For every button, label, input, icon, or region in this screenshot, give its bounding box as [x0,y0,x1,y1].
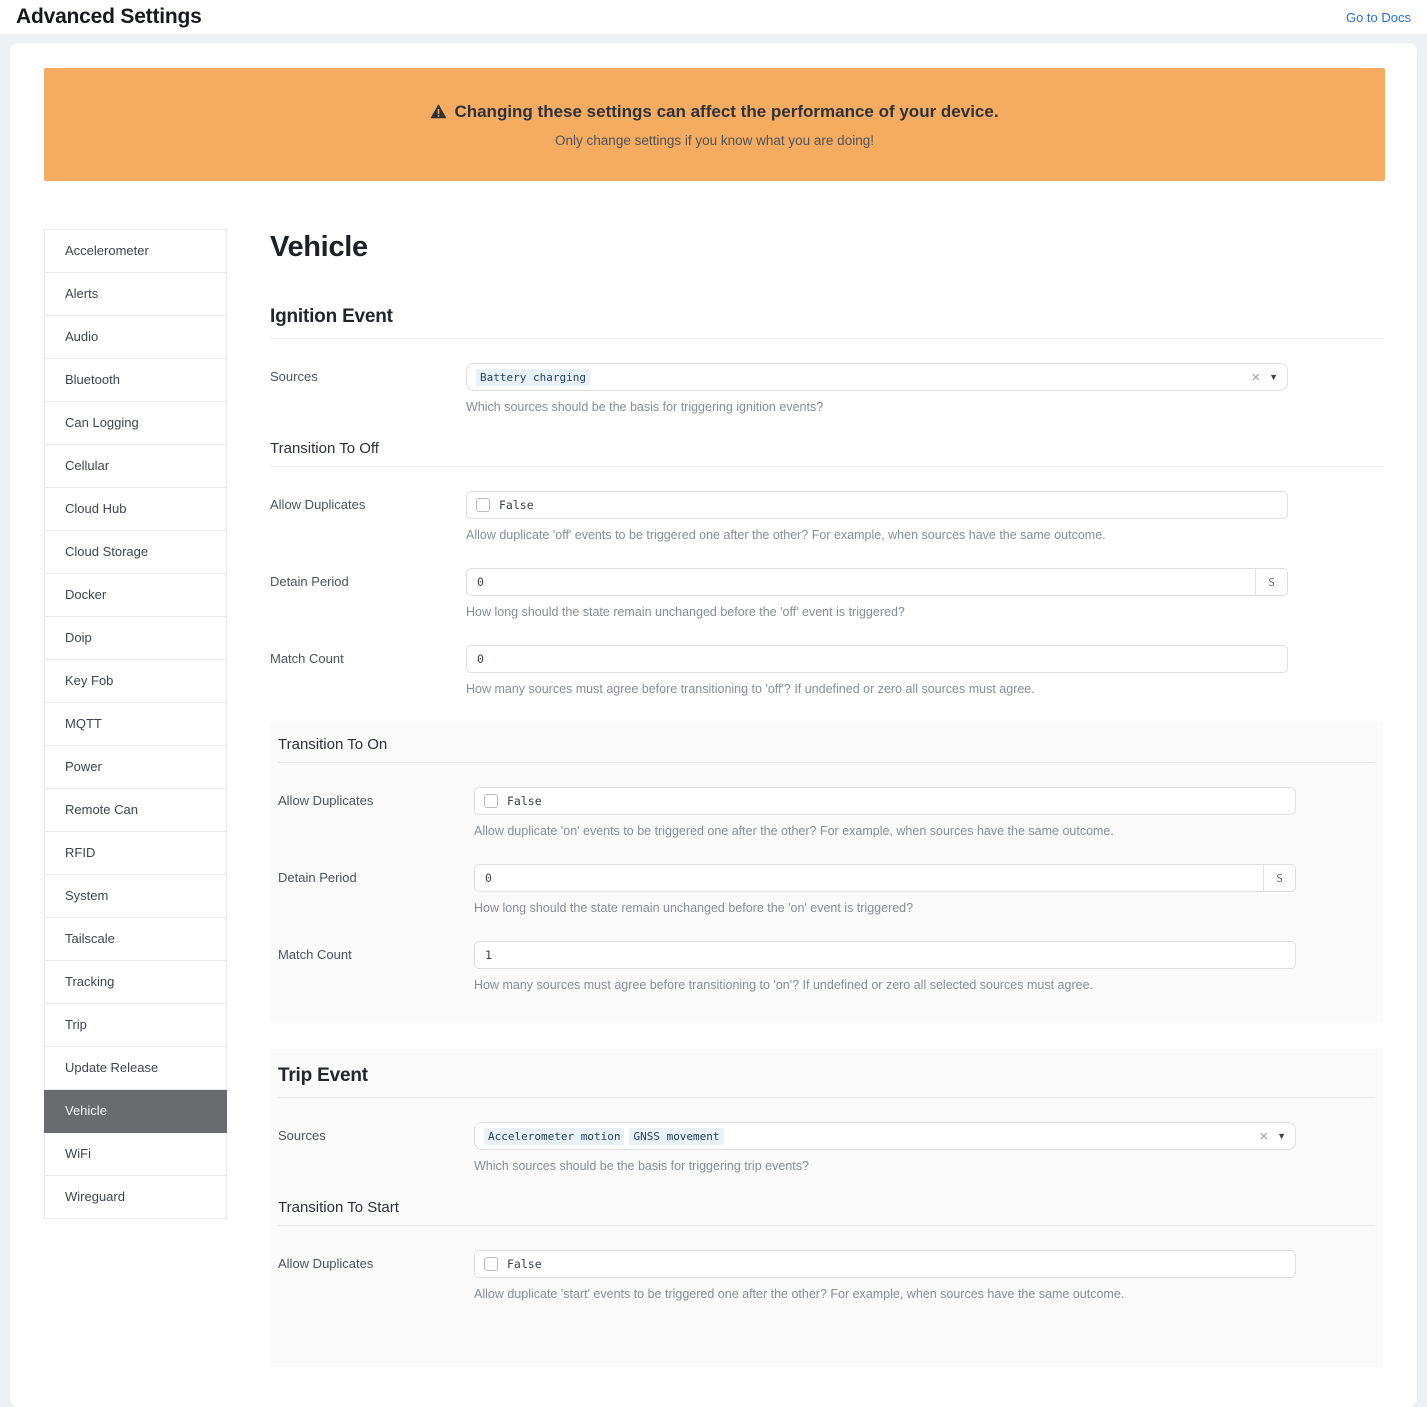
sidebar-item-docker[interactable]: Docker [45,574,226,617]
go-to-docs-link[interactable]: Go to Docs [1345,9,1411,25]
sidebar-item-audio[interactable]: Audio [45,316,226,359]
top-header [0,0,1427,34]
sidebar-item-wireguard[interactable]: Wireguard [45,1176,226,1219]
field-label: Allow Duplicates [278,793,374,808]
field-help: Allow duplicate 'on' events to be triggered one after the other? For example, when sources have the same outcome. [474,824,1114,838]
off-match-count-field [270,645,1383,696]
clear-icon[interactable]: × [1259,1127,1269,1145]
on-allow-duplicates-checkbox[interactable] [484,794,498,808]
field-label: Sources [278,1128,326,1143]
ignition-sources-field [270,363,1383,414]
settings-card [10,43,1417,1407]
sidebar-item-vehicle[interactable]: Vehicle [44,1090,227,1133]
field-help: How many sources must agree before transitioning to 'off'? If undefined or zero all sources must agree. [466,682,1035,696]
on-allow-duplicates-field [278,787,1375,838]
start-allow-duplicates-field [278,1250,1375,1301]
checkbox-value-label: False [507,1257,542,1271]
field-label: Match Count [270,651,344,666]
app-title: Advanced Settings [16,5,202,28]
selected-tags [484,1128,1255,1145]
sidebar-item-mqtt[interactable]: MQTT [45,703,226,746]
warning-banner-subtitle: Only change settings if you know what you are doing! [555,132,874,148]
sidebar-item-alerts[interactable]: Alerts [45,273,226,316]
source-tag[interactable]: Accelerometer motion [484,1128,624,1145]
off-allow-duplicates-field [270,491,1383,542]
warning-banner-title: Changing these settings can affect the performance of your device. [430,102,998,122]
off-match-count-input[interactable] [466,645,1288,673]
sidebar-item-cloud-hub[interactable]: Cloud Hub [45,488,226,531]
sidebar-item-rfid[interactable]: RFID [45,832,226,875]
sidebar-item-bluetooth[interactable]: Bluetooth [45,359,226,402]
trip-event-heading: Trip Event [278,1065,1375,1098]
on-detain-period-field [278,864,1375,915]
sidebar-item-tailscale[interactable]: Tailscale [45,918,226,961]
seconds-unit-addon: S [1255,568,1288,596]
transition-to-on-section [270,722,1383,1022]
start-allow-duplicates-control [474,1250,1296,1278]
sidebar-item-cellular[interactable]: Cellular [45,445,226,488]
ignition-event-heading: Ignition Event [270,306,1383,339]
sidebar-item-system[interactable]: System [45,875,226,918]
chevron-down-icon[interactable]: ▼ [1277,1131,1286,1141]
off-detain-period-input[interactable] [466,568,1255,596]
source-tag[interactable]: Battery charging [476,369,590,386]
off-detain-period-field [270,568,1383,619]
sidebar-item-wifi[interactable]: WiFi [45,1133,226,1176]
field-help: How long should the state remain unchanged before the 'on' event is triggered? [474,901,914,915]
field-label: Detain Period [270,574,349,589]
field-help: How many sources must agree before transitioning to 'on'? If undefined or zero all selected sources must agree. [474,978,1093,992]
warning-icon [430,103,447,120]
sidebar-item-cloud-storage[interactable]: Cloud Storage [45,531,226,574]
on-match-count-field [278,941,1375,992]
field-help: Which sources should be the basis for triggering trip events? [474,1159,809,1173]
sidebar-item-update-release[interactable]: Update Release [45,1047,226,1090]
trip-event-section [270,1049,1383,1367]
field-label: Sources [270,369,318,384]
selected-tags [476,369,1247,386]
on-detain-period-input[interactable] [474,864,1263,892]
transition-to-on-heading: Transition To On [278,736,1375,763]
settings-content [270,229,1383,1367]
source-tag[interactable]: GNSS movement [629,1128,723,1145]
field-label: Detain Period [278,870,357,885]
transition-to-off-heading: Transition To Off [270,440,1383,467]
sidebar-item-tracking[interactable]: Tracking [45,961,226,1004]
field-help: Allow duplicate 'off' events to be triggered one after the other? For example, when sources have the same outcome. [466,528,1106,542]
clear-icon[interactable]: × [1251,368,1261,386]
on-match-count-input[interactable] [474,941,1296,969]
trip-sources-field [278,1122,1375,1173]
chevron-down-icon[interactable]: ▼ [1269,372,1278,382]
trip-sources-select[interactable] [474,1122,1296,1150]
transition-to-start-heading: Transition To Start [278,1199,1375,1226]
page-title: Vehicle [270,231,368,263]
on-allow-duplicates-control [474,787,1296,815]
ignition-sources-select[interactable] [466,363,1288,391]
field-label: Match Count [278,947,352,962]
sidebar-item-accelerometer[interactable]: Accelerometer [45,230,226,273]
checkbox-value-label: False [507,794,542,808]
sidebar-item-key-fob[interactable]: Key Fob [45,660,226,703]
sidebar-item-power[interactable]: Power [45,746,226,789]
warning-banner [44,68,1385,181]
field-help: How long should the state remain unchanged before the 'off' event is triggered? [466,605,905,619]
sidebar-list [44,229,227,1219]
off-allow-duplicates-control [466,491,1288,519]
seconds-unit-addon: S [1263,864,1296,892]
field-help: Which sources should be the basis for triggering ignition events? [466,400,824,414]
field-label: Allow Duplicates [270,497,366,512]
checkbox-value-label: False [499,498,534,512]
field-label: Allow Duplicates [278,1256,374,1271]
sidebar-item-trip[interactable]: Trip [45,1004,226,1047]
sidebar-item-can-logging[interactable]: Can Logging [45,402,226,445]
field-help: Allow duplicate 'start' events to be triggered one after the other? For example, when sources have the same outcome. [474,1287,1125,1301]
off-allow-duplicates-checkbox[interactable] [476,498,490,512]
sidebar-item-remote-can[interactable]: Remote Can [45,789,226,832]
sidebar-item-doip[interactable]: Doip [45,617,226,660]
